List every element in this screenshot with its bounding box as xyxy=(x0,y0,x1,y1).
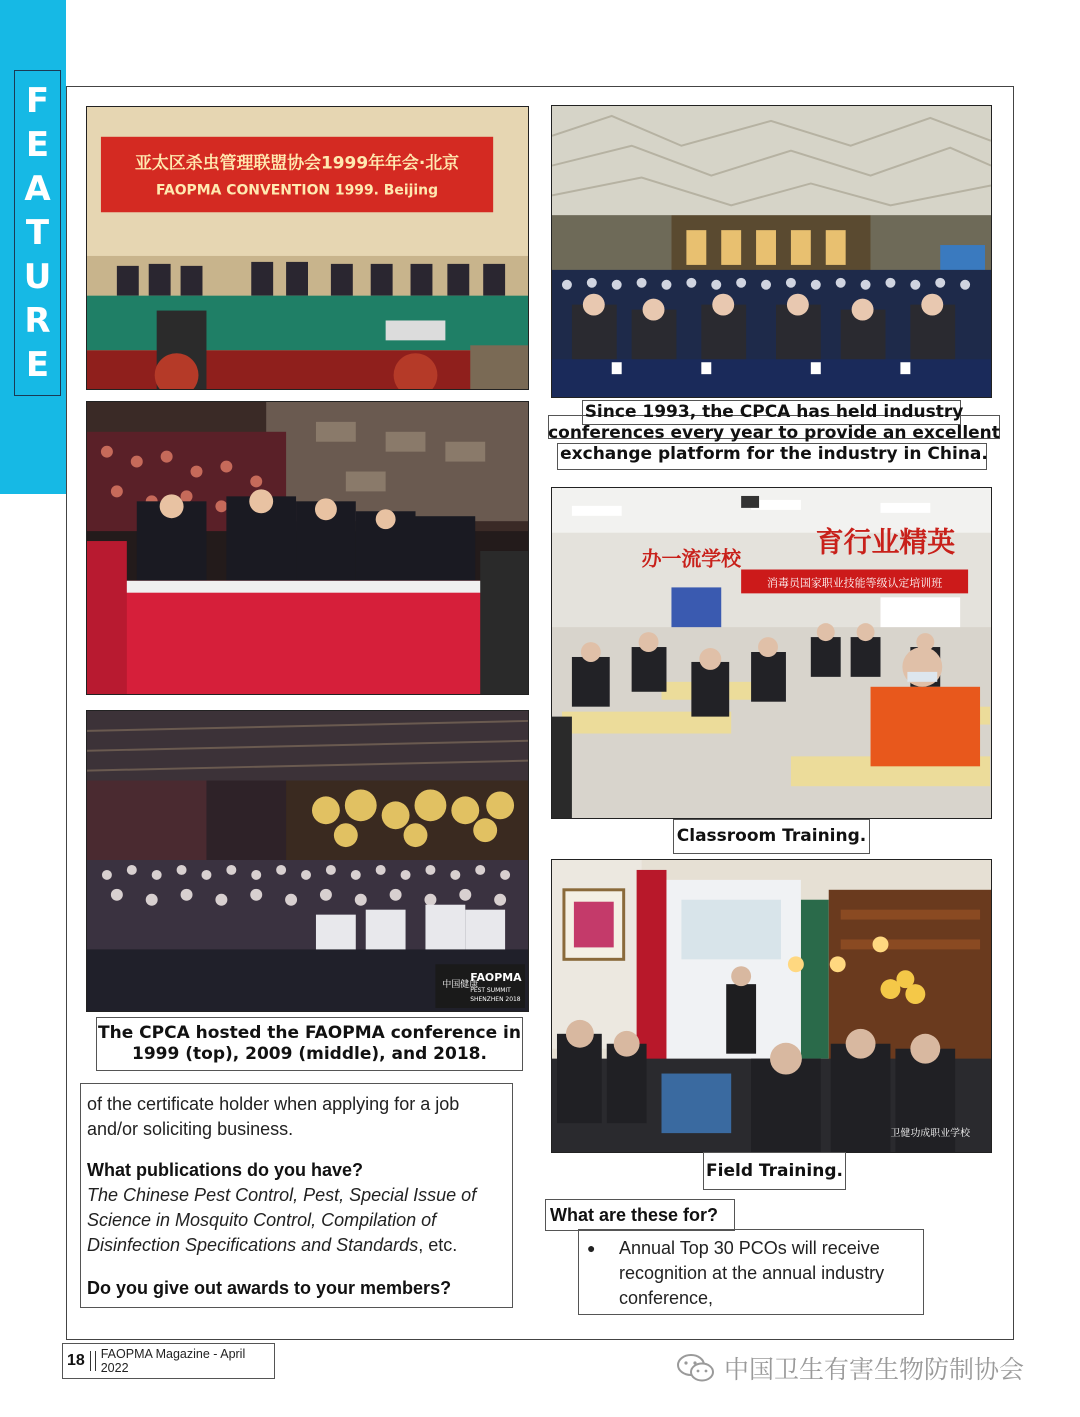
banner-letter: E xyxy=(25,345,50,385)
footer-divider xyxy=(90,1351,96,1371)
slogan-left: 办一流学校 xyxy=(641,547,742,571)
question-what-for: What are these for? xyxy=(545,1199,735,1231)
slogan-right: 育行业精英 xyxy=(815,525,956,559)
badge-sub: PEST SUMMIT xyxy=(470,987,511,995)
caption-cpca-line1: Since 1993, the CPCA has held industry xyxy=(584,402,964,422)
training-sign: 消毒员国家职业技能等级认定培训班 xyxy=(767,576,943,590)
bullet-dot-icon: ● xyxy=(587,1240,596,1256)
wechat-account-name: 中国卫生有害生物防制协会 xyxy=(724,1355,1025,1384)
banner-letter: A xyxy=(24,169,51,209)
publication-titles: The Chinese Pest Control, Pest, Special Issue of Science in Mosquito Control, Compilation of Disinfection Specifications and Standards xyxy=(87,1185,477,1255)
caption-faopma-hosted xyxy=(96,1017,523,1071)
caption-faopma-line1: The CPCA hosted the FAOPMA conference in xyxy=(98,1023,521,1043)
banner-cn-text: 亚太区杀虫管理联盟协会1999年年会·北京 xyxy=(134,152,460,173)
badge-city: SHENZHEN 2018 xyxy=(470,996,521,1004)
photo-field-training xyxy=(551,859,992,1153)
wechat-watermark xyxy=(676,1350,1024,1386)
photo-cpca-conference-hall xyxy=(551,105,992,398)
caption-cpca-conferences xyxy=(548,402,1000,465)
bullet-item: Annual Top 30 PCOs will receive recognition at the annual industry conference, xyxy=(619,1238,885,1308)
continuation-paragraph: of the certificate holder when applying for a job and/or soliciting business. xyxy=(87,1094,460,1139)
badge-cn: 中国健康 xyxy=(442,980,479,991)
photo-classroom-training xyxy=(551,487,992,819)
banner-letter: U xyxy=(23,257,52,297)
badge-logo: FAOPMA xyxy=(470,971,522,985)
caption-cpca-line3: exchange platform for the industry in China. xyxy=(560,444,988,464)
magazine-issue: FAOPMA Magazine - April 2022 xyxy=(100,1347,246,1375)
caption-faopma-line2: 1999 (top), 2009 (middle), and 2018. xyxy=(132,1044,487,1064)
feature-banner-box xyxy=(14,70,61,396)
qa-text-box xyxy=(80,1083,513,1308)
question-awards: Do you give out awards to your members? xyxy=(87,1278,452,1298)
photo-faopma-2018 xyxy=(86,710,529,1012)
caption-classroom-training: Classroom Training. xyxy=(673,819,870,854)
banner-en-text: FAOPMA CONVENTION 1999. Beijing xyxy=(156,182,439,199)
page-footer xyxy=(62,1343,275,1379)
question-publications: What publications do you have? xyxy=(87,1160,364,1180)
page-number: 18 xyxy=(67,1352,85,1369)
feature-banner xyxy=(0,0,66,494)
wechat-icon xyxy=(676,1352,716,1384)
caption-cpca-line2: conferences every year to provide an excellent xyxy=(548,423,1000,443)
publication-tail: , etc. xyxy=(418,1235,458,1255)
field-watermark: 卫健功成职业学校 xyxy=(890,1128,971,1140)
banner-letter: E xyxy=(25,125,50,165)
awards-bullet-list xyxy=(578,1229,924,1315)
banner-letter: R xyxy=(24,301,51,341)
answer-publications xyxy=(87,1183,506,1258)
banner-letter: T xyxy=(25,213,50,253)
photo-faopma-1999 xyxy=(86,106,529,390)
photo-faopma-2009 xyxy=(86,401,529,695)
caption-field-training: Field Training. xyxy=(703,1152,846,1190)
banner-letter: F xyxy=(25,81,50,121)
